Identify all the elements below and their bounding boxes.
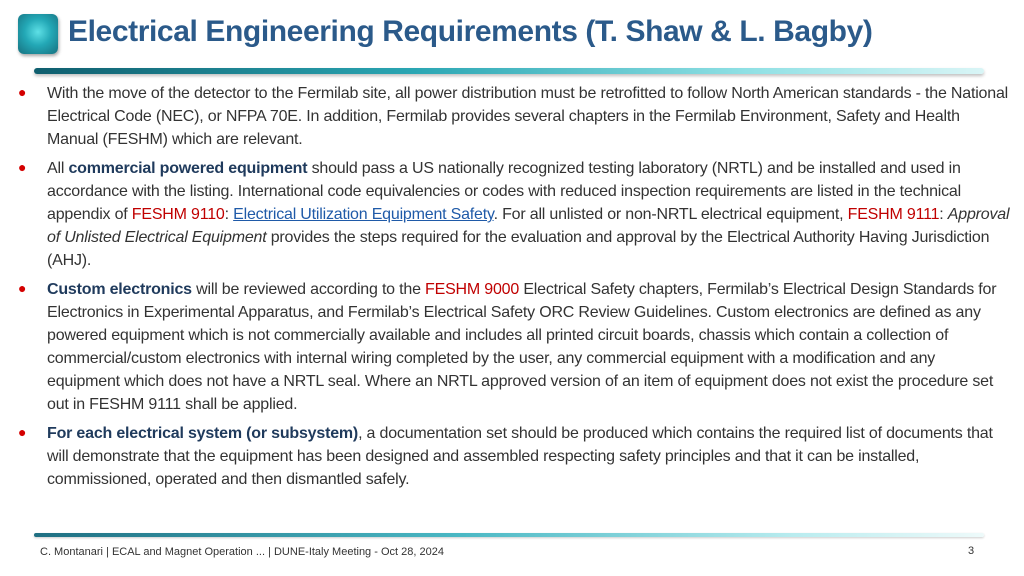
feshm-ref: FESHM 9111 [847,206,940,223]
bullet-dot-icon: ● [18,84,27,100]
italic-title: Approval of Unlisted Electrical Equipment [47,206,1010,246]
footer-text: C. Montanari | ECAL and Magnet Operation ... | DUNE-Italy Meeting - Oct 28, 2024 [40,546,444,558]
bullet-item-custom: ● Custom electronics will be reviewed according to the FESHM 9000 Electrical Safety chapters, Fermilab’s Electrical Design Standards for Electronics in Experimental Apparatus, and Fermilab’s Electrical Safety ORC Review Guidelines. Custom electronics are defined as any powered equipment which is not commercially available and includes all printed circuit boards, chassis which contain a collection of commercial/custom electronics with internal wiring completed by the user, any commercial equipment with a modification and any equipment which does not have a NRTL seal. Where an NRTL approved version of an item of equipment does not exist the procedure set out in FESHM 9111 shall be applied. [18,278,1010,416]
feshm-ref: FESHM 9110 [131,206,225,223]
bold-term: commercial powered equipment [68,160,308,177]
bullet-text: With the move of the detector to the Fermilab site, all power distribution must be retrofitted to follow North American standards - the National Electrical Code (NEC), or NFPA 70E. In addition, Fermilab provides several chapters in the Fermilab Environment, Safety and Health Manual (FESHM) which are relevant. [47,85,1008,148]
bullet-dot-icon: ● [18,159,27,175]
bullet-dot-icon: ● [18,280,27,296]
bold-term: For each electrical system (or subsystem) [47,425,359,442]
electrical-utilization-link[interactable]: Electrical Utilization Equipment Safety [233,206,494,223]
bullet-dot-icon: ● [18,424,27,440]
page-number: 3 [968,545,975,557]
slide-logo-icon [18,14,58,54]
footer-divider [34,533,984,537]
title-underline [34,68,984,74]
bullet-list [18,82,1010,497]
slide-title: Electrical Engineering Requirements (T. Shaw & L. Bagby) [68,15,873,48]
bullet-item-nec [18,82,1010,151]
bullet-item-commercial: ● All commercial powered equipment should pass a US nationally recognized testing laboratory (NRTL) and be installed and used in accordance with the listing. International code equivalencies or codes with reduced inspection requirements are listed in the technical appendix of FESHM 9110: Electrical Utilization Equipment Safety. For all unlisted or non-NRTL electrical equipment, FESHM 9111: Approval of Unlisted Electrical Equipment provides the steps required for the evaluation and approval by the Electrical Authority Having Jurisdiction (AHJ). [18,157,1010,272]
bold-term: Custom electronics [47,281,192,298]
bullet-item-documentation: ● For each electrical system (or subsystem), a documentation set should be produced which contains the required list of documents that will demonstrate that the equipment has been designed and assembled respecting safety principles and that it can be installed, commissioned, operated and then dismantled safely. [18,422,1010,491]
feshm-ref: FESHM 9000 [425,281,520,298]
